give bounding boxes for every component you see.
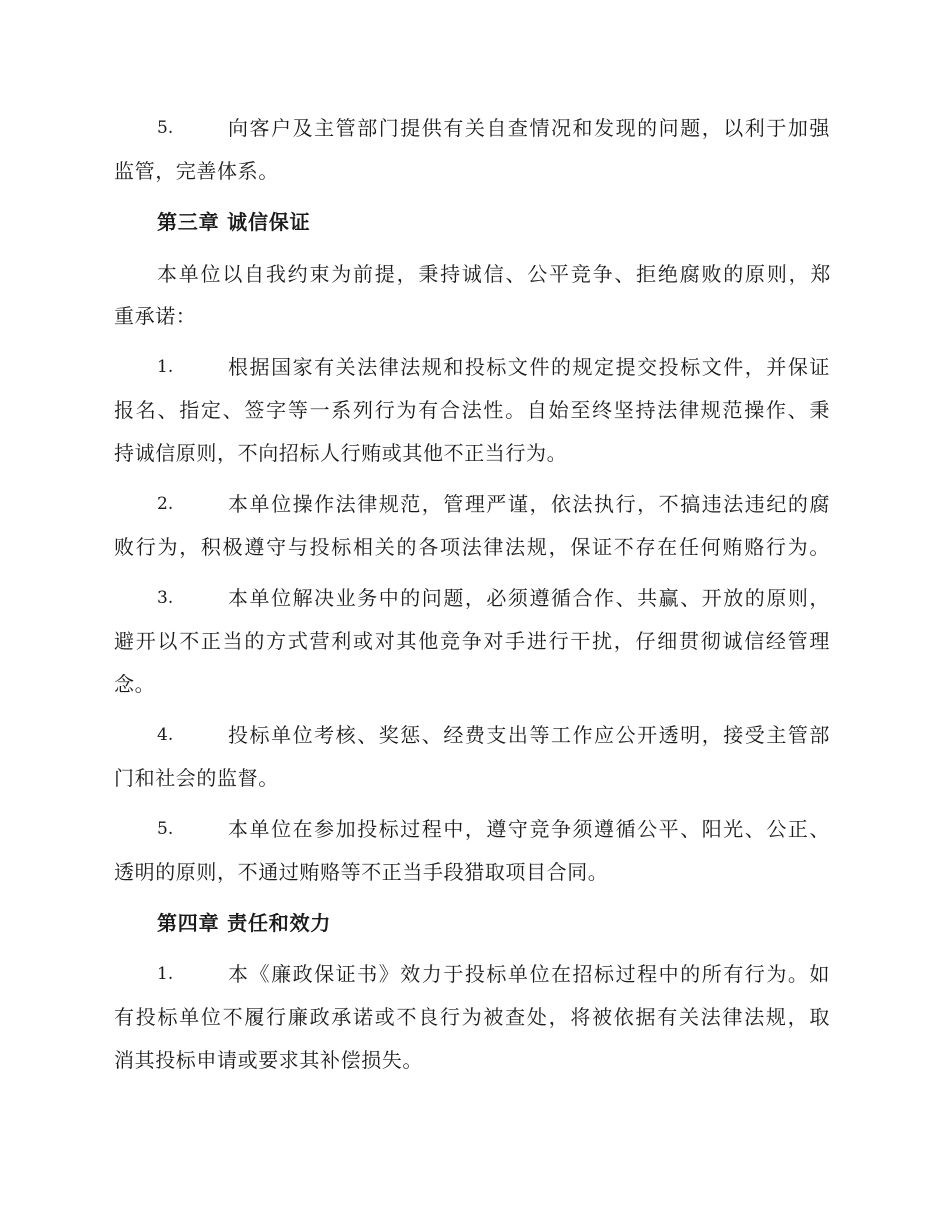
paragraph-line: 本单位在参加投标过程中，遵守竞争须遵循公平、阳光、公正、 (228, 817, 830, 841)
paragraph-line: 重承诺： (114, 304, 197, 328)
chapter-heading: 第三章 诚信保证 (157, 210, 311, 234)
paragraph-line: 报名、指定、签字等一系列行为有合法性。自始至终坚持法律规范操作、秉 (114, 398, 830, 422)
chapter-heading: 第四章 责任和效力 (157, 911, 332, 935)
paragraph-line: 透明的原则，不通过贿赂等不正当手段猎取项目合同。 (114, 860, 609, 884)
paragraph-line: 根据国家有关法律法规和投标文件的规定提交投标文件，并保证 (228, 355, 830, 379)
list-item-number: 2. (157, 494, 174, 514)
paragraph-line: 消其投标申请或要求其补偿损失。 (114, 1048, 423, 1072)
paragraph-line: 监管，完善体系。 (114, 159, 279, 183)
list-item-number: 4. (157, 725, 174, 745)
paragraph-line: 避开以不正当的方式营利或对其他竞争对手进行干扰，仔细贯彻诚信经管理 (114, 629, 830, 653)
paragraph-line: 门和社会的监督。 (114, 766, 279, 790)
paragraph-line: 投标单位考核、奖惩、经费支出等工作应公开透明，接受主管部 (228, 723, 830, 747)
list-item-number: 3. (157, 588, 174, 608)
paragraph-line: 败行为，积极遵守与投标相关的各项法律法规，保证不存在任何贿赂行为。 (114, 535, 830, 559)
paragraph-line: 本单位操作法律规范，管理严谨，依法执行，不搞违法违纪的腐 (228, 492, 830, 516)
paragraph-line: 持诚信原则，不向招标人行贿或其他不正当行为。 (114, 441, 568, 465)
paragraph-line: 本单位以自我约束为前提，秉持诚信、公平竞争、拒绝腐败的原则，郑 (157, 262, 831, 286)
paragraph-line: 念。 (114, 672, 156, 696)
list-item-number: 1. (157, 964, 174, 984)
list-item-number: 1. (157, 357, 174, 377)
list-item-number: 5. (157, 819, 174, 839)
paragraph-line: 有投标单位不履行廉政承诺或不良行为被查处，将被依据有关法律法规，取 (114, 1005, 830, 1029)
paragraph-line: 本单位解决业务中的问题，必须遵循合作、共赢、开放的原则， (228, 586, 830, 610)
list-item-number: 5. (157, 118, 174, 138)
paragraph-line: 向客户及主管部门提供有关自查情况和发现的问题，以利于加强 (228, 116, 830, 140)
paragraph-line: 本《廉政保证书》效力于投标单位在招标过程中的所有行为。如 (228, 962, 830, 986)
